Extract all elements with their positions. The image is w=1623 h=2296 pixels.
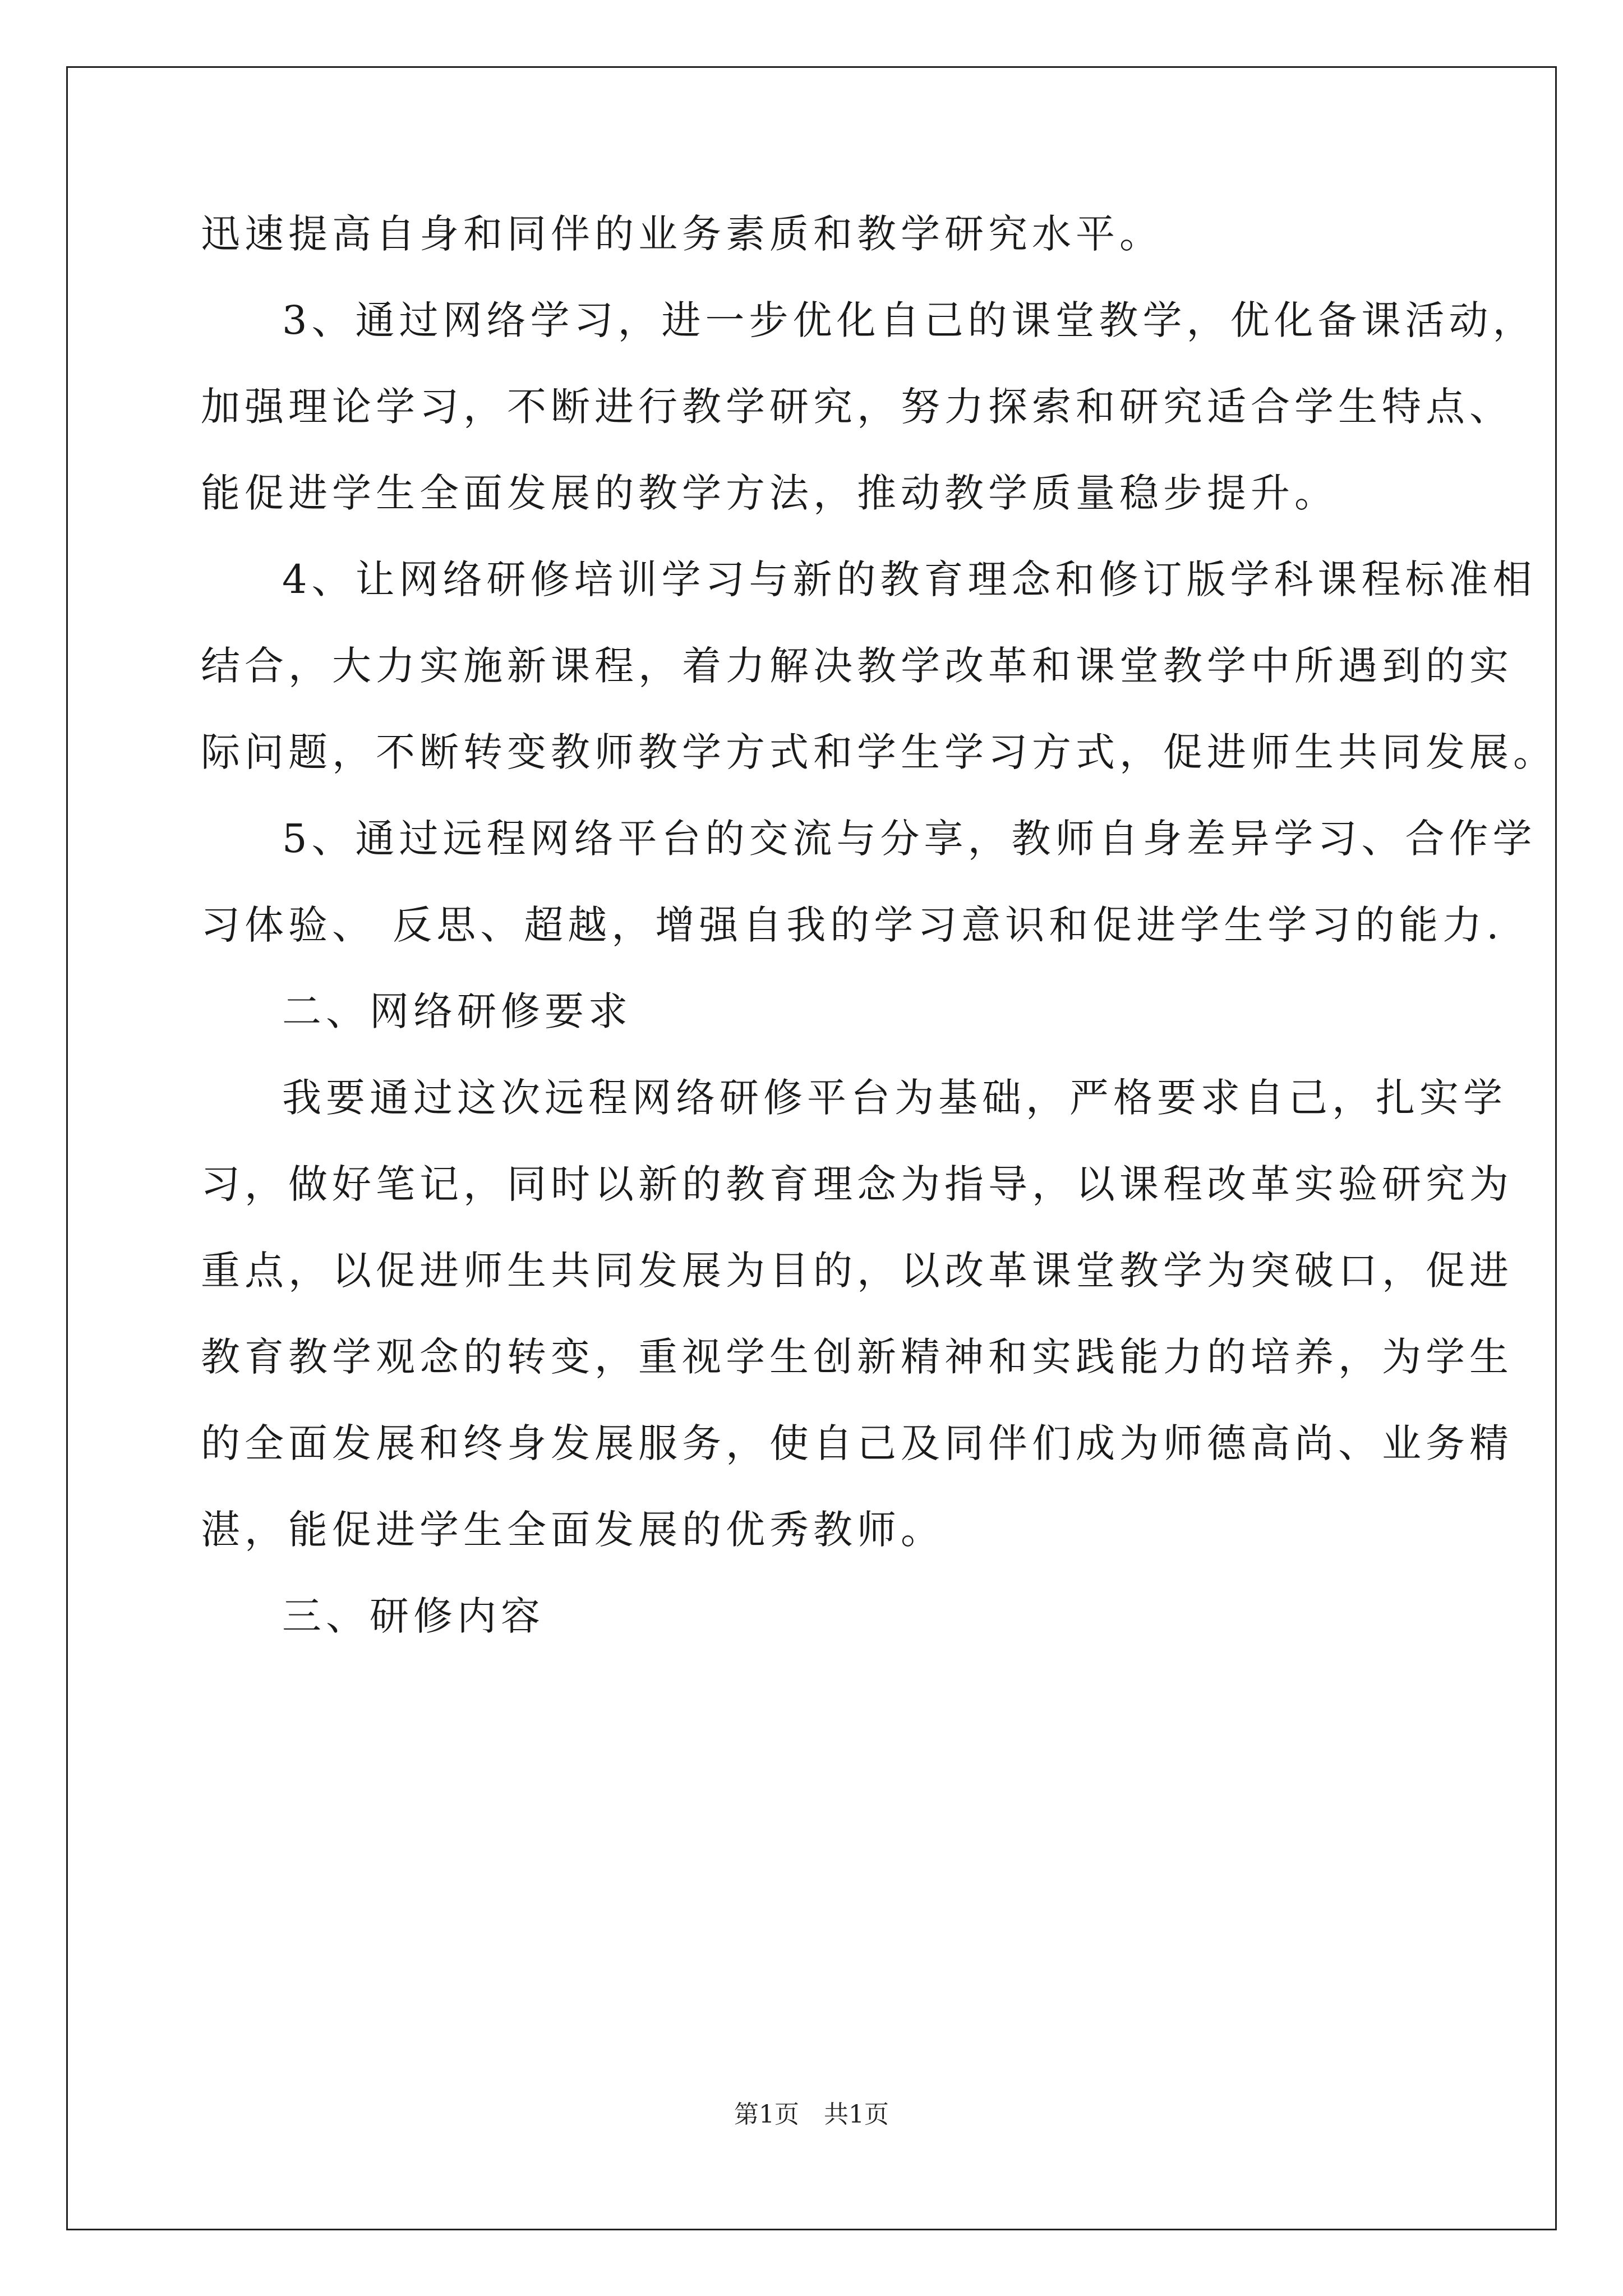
body-line-9: 习体验、 反思、超越，增强自我的学习意识和促进学生学习的能力.	[201, 902, 1504, 948]
section-heading-2: 二、网络研修要求	[282, 988, 632, 1034]
page-number-footer: 第1页 共1页	[734, 2100, 889, 2129]
body-line-5: 4、让网络研修培训学习与新的教育理念和修订版学科课程标准相	[282, 556, 1537, 602]
body-line-1: 迅速提高自身和同伴的业务素质和教学研究水平。	[201, 211, 1163, 257]
body-line-15: 的全面发展和终身发展服务，使自己及同伴们成为师德高尚、业务精	[201, 1420, 1513, 1466]
body-line-7: 际问题，不断转变教师教学方式和学生学习方式，促进师生共同发展。	[201, 729, 1557, 775]
body-line-11: 我要通过这次远程网络研修平台为基础，严格要求自己，扎实学	[282, 1075, 1507, 1121]
body-line-16: 湛，能促进学生全面发展的优秀教师。	[201, 1507, 944, 1553]
body-line-14: 教育教学观念的转变，重视学生创新精神和实践能力的培养，为学生	[201, 1334, 1513, 1380]
section-heading-3: 三、研修内容	[282, 1593, 545, 1639]
body-line-13: 重点，以促进师生共同发展为目的，以改革课堂教学为突破口，促进	[201, 1248, 1513, 1294]
body-line-2: 3、通过网络学习，进一步优化自己的课堂教学，优化备课活动，	[282, 297, 1537, 343]
body-line-4: 能促进学生全面发展的教学方法，推动教学质量稳步提升。	[201, 470, 1338, 516]
body-line-12: 习，做好笔记，同时以新的教育理念为指导，以课程改革实验研究为	[201, 1161, 1513, 1207]
body-line-3: 加强理论学习，不断进行教学研究，努力探索和研究适合学生特点、	[201, 384, 1513, 430]
body-line-6: 结合，大力实施新课程，着力解决教学改革和课堂教学中所遇到的实	[201, 643, 1513, 689]
body-line-8: 5、通过远程网络平台的交流与分享，教师自身差异学习、合作学	[282, 816, 1537, 862]
